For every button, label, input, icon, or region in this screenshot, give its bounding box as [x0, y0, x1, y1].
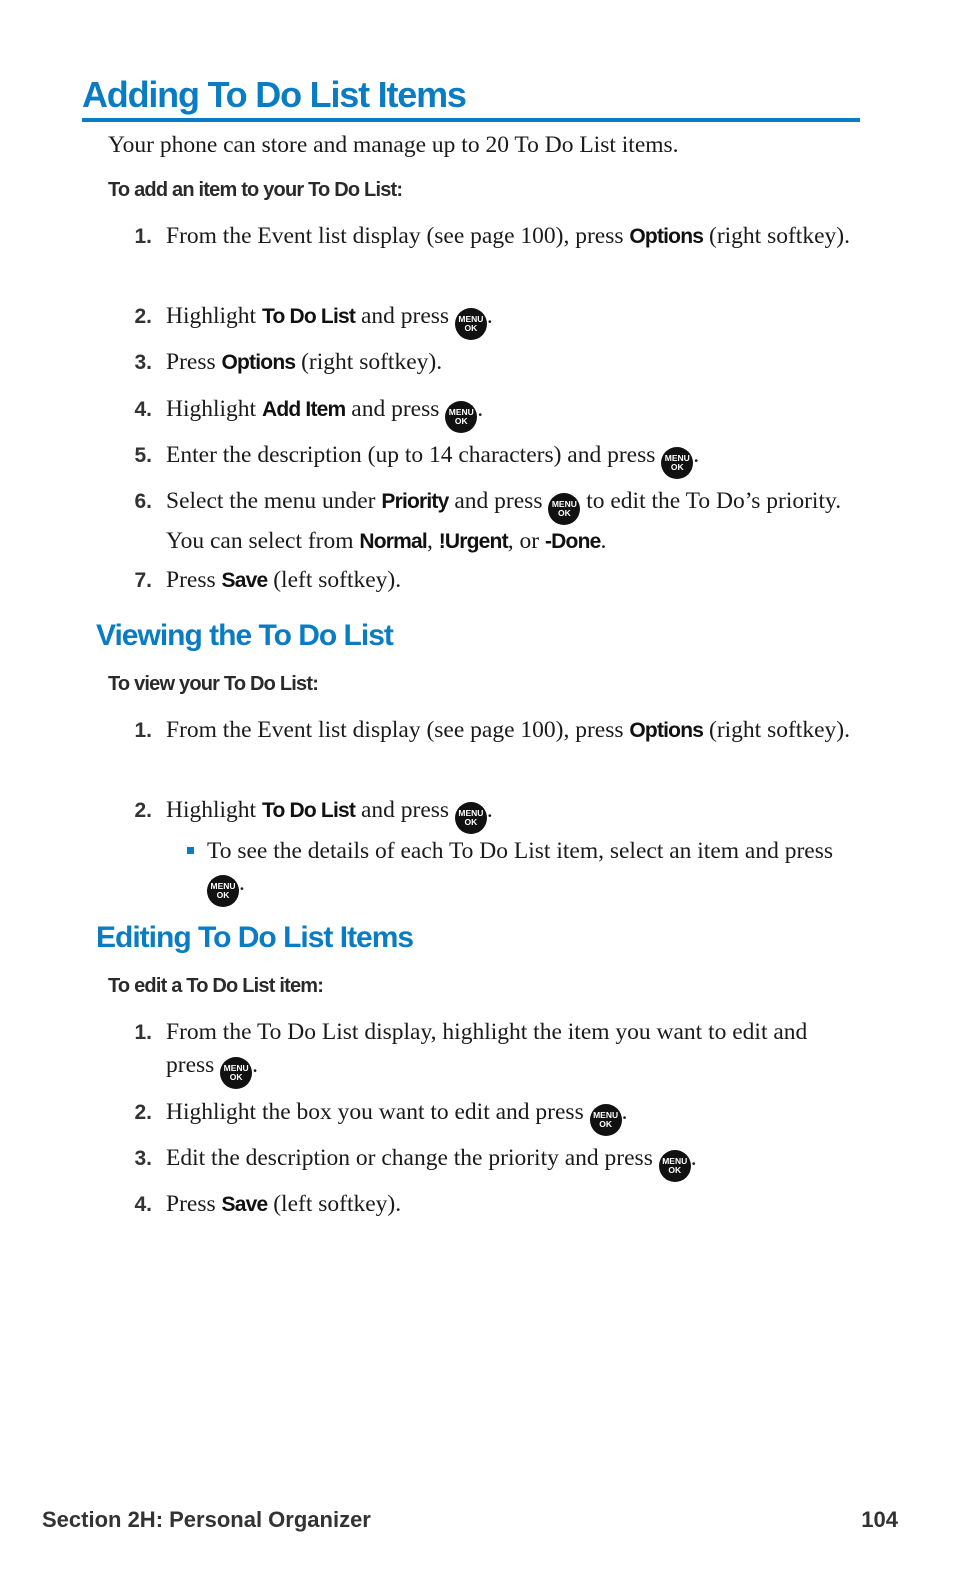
save-key-label: Save: [221, 569, 268, 592]
step-number: 1.: [134, 1021, 152, 1044]
edit-step-4: 4. Press Save (left softkey).: [166, 1188, 856, 1221]
page-number: 104: [861, 1507, 898, 1532]
step-number: 1.: [134, 719, 152, 742]
step-number: 1.: [134, 225, 152, 248]
step-number: 4.: [134, 398, 152, 421]
footer-section: Section 2H: Personal Organizer: [42, 1507, 371, 1532]
add-step-5: 5. Enter the description (up to 14 characters) and press MENU OK .: [166, 439, 856, 479]
viewing-heading: Viewing the To Do List: [96, 619, 393, 652]
priority-label: Priority: [381, 490, 449, 513]
to-do-list-label: To Do List: [261, 305, 356, 328]
step-number: 7.: [134, 569, 152, 592]
add-item-label: Add Item: [261, 398, 346, 421]
add-step-4: 4. Highlight Add Item and press MENU OK .: [166, 393, 856, 433]
urgent-label: !Urgent: [438, 530, 508, 553]
step-number: 4.: [134, 1193, 152, 1216]
edit-step-3: 3. Edit the description or change the priority and press MENU OK .: [166, 1142, 856, 1182]
options-key-label: Options: [221, 351, 296, 374]
bullet-square-icon: [187, 847, 194, 854]
page-title: Adding To Do List Items: [82, 74, 466, 115]
save-key-label: Save: [221, 1193, 268, 1216]
step-number: 2.: [134, 799, 152, 822]
menu-ok-button-icon: MENU OK: [220, 1057, 252, 1089]
menu-ok-button-icon: MENU OK: [455, 308, 487, 340]
menu-ok-button-icon: MENU OK: [548, 493, 580, 525]
menu-ok-button-icon: MENU OK: [590, 1104, 622, 1136]
intro-text: Your phone can store and manage up to 20 To Do List items.: [108, 132, 679, 158]
add-step-1: 1. From the Event list display (see page 100), press Options (right softkey).: [166, 220, 856, 253]
view-step-2: 2. Highlight To Do List and press MENU OK .: [166, 794, 856, 834]
edit-lead-in: To edit a To Do List item:: [108, 975, 324, 997]
edit-step-1: 1. From the To Do List display, highlight the item you want to edit and press MENU OK .: [166, 1016, 856, 1089]
to-do-list-label: To Do List: [261, 799, 356, 822]
menu-ok-button-icon: MENU OK: [659, 1150, 691, 1182]
view-bullet: To see the details of each To Do List item, select an item and press MENU OK .: [207, 835, 857, 907]
step-number: 2.: [134, 1101, 152, 1124]
done-label: -Done: [544, 530, 601, 553]
view-step-1: 1. From the Event list display (see page 100), press Options (right softkey).: [166, 714, 856, 747]
step-number: 3.: [134, 1147, 152, 1170]
add-step-2: 2. Highlight To Do List and press MENU OK .: [166, 300, 856, 340]
add-step-7: 7. Press Save (left softkey).: [166, 564, 856, 597]
editing-heading: Editing To Do List Items: [96, 921, 414, 954]
step-number: 5.: [134, 444, 152, 467]
menu-ok-button-icon: MENU OK: [455, 802, 487, 834]
options-key-label: Options: [629, 225, 704, 248]
title-rule: [82, 118, 860, 122]
step-number: 3.: [134, 351, 152, 374]
add-lead-in: To add an item to your To Do List:: [108, 179, 403, 201]
step-number: 2.: [134, 305, 152, 328]
menu-ok-button-icon: MENU OK: [661, 447, 693, 479]
normal-label: Normal: [359, 530, 427, 553]
add-step-6: 6. Select the menu under Priority and press MENU OK to edit the To Do’s priority. You can select from Normal, !Urgent, or -Done.: [166, 485, 856, 558]
options-key-label: Options: [629, 719, 704, 742]
menu-ok-button-icon: MENU OK: [207, 875, 239, 907]
edit-step-2: 2. Highlight the box you want to edit and press MENU OK .: [166, 1096, 856, 1136]
menu-ok-button-icon: MENU OK: [445, 401, 477, 433]
view-lead-in: To view your To Do List:: [108, 673, 319, 695]
step-number: 6.: [134, 490, 152, 513]
add-step-3: 3. Press Options (right softkey).: [166, 346, 856, 379]
